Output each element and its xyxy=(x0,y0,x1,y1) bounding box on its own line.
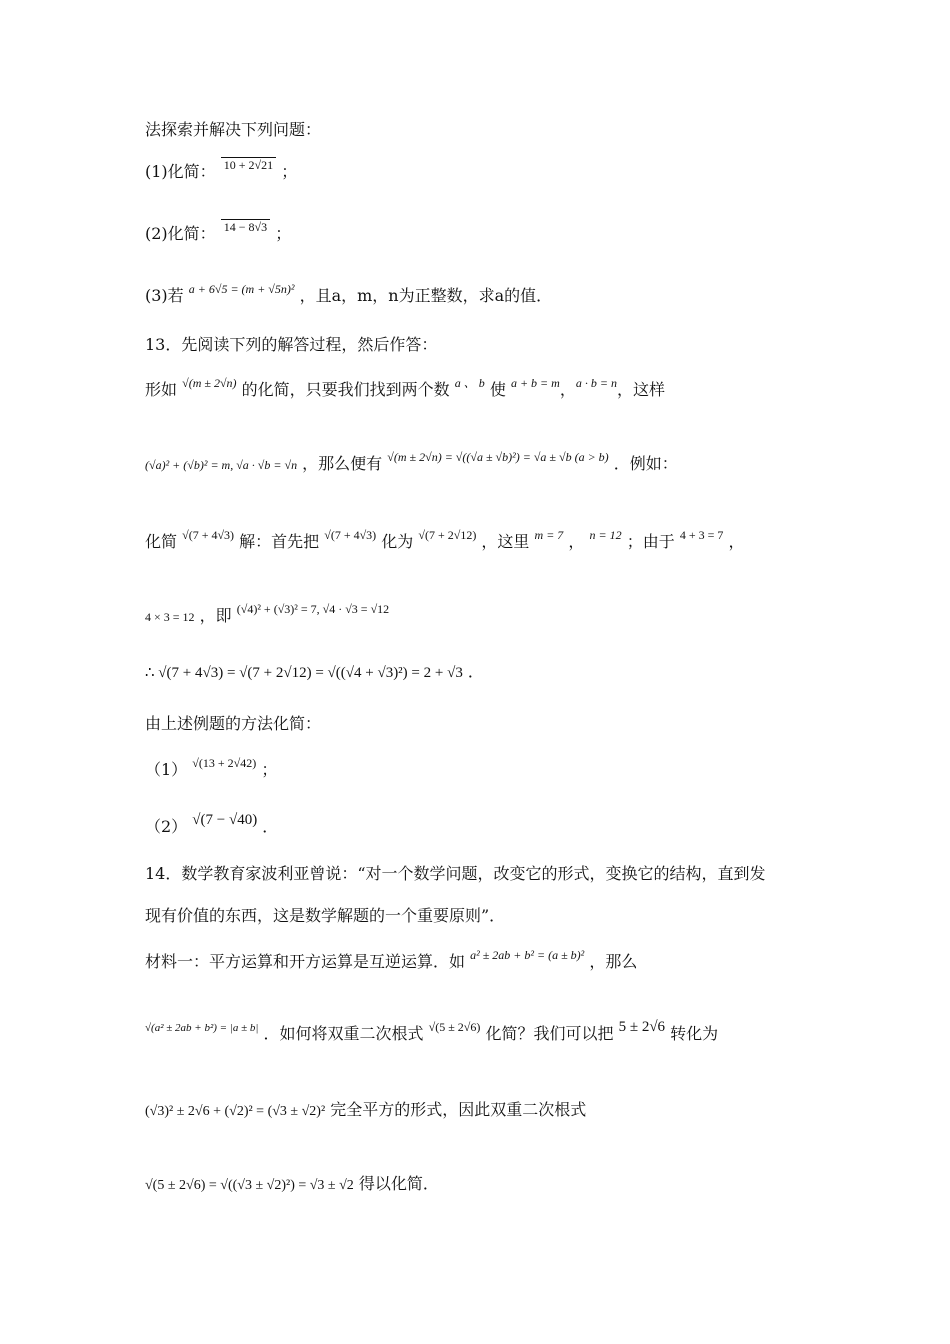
q14-material-1: 材料一：平方运算和开方运算是互逆运算．如 $^{a^2 \pm 2ab + b^2 = (a \pm b)^2}$ ，那么 xyxy=(145,948,638,971)
problem-2: (2)化简： $^{14 - 8√3}$ ； xyxy=(145,220,292,243)
q13-line-2: (√a)² + (√b)² = m, √a · √b = √n ，那么便有 $^{√(m \pm 2√n) = √((√a \pm √b)^2) = √a \pm √b (a > b)}$ ．例如： xyxy=(145,450,678,473)
math-expression: √(7 − √40) xyxy=(192,812,258,828)
math-expression: m = 7 xyxy=(534,528,564,542)
math-expression: 5 ± 2√6 xyxy=(618,1019,666,1035)
q14-line-4: $^{√(a^2 \pm 2ab + b^2) = |a \pm b|}$ ．如何将双重二次根式 $^{√(5 \pm 2√6)}$ 化简？我们可以把 5 ± 2√6 转化为 xyxy=(145,1019,719,1043)
math-expression: a² ± 2ab + b² = (a ± b)² xyxy=(470,948,585,962)
math-expression: 4 × 3 = 12 xyxy=(145,610,195,624)
problem-1: (1)化简： $^{10 + 2√21}$ ； xyxy=(145,158,298,181)
math-expression: √(7 + 2√12) xyxy=(418,528,477,542)
q13-line-6: 由上述例题的方法化简： xyxy=(145,714,322,733)
q13-sub-2: （2） √(7 − √40) ． xyxy=(145,812,279,836)
math-expression: √(a² ± 2ab + b²) = |a ± b| xyxy=(145,1022,259,1034)
math-expression: √(7 + 4√3) xyxy=(324,528,377,542)
question-14-line-1: 14．数学教育家波利亚曾说：“对一个数学问题，改变它的形式，变换它的结构，直到发 xyxy=(145,864,766,883)
math-expression: (√4)² + (√3)² = 7, √4 · √3 = √12 xyxy=(236,602,390,616)
math-expression: 10 + 2√21 xyxy=(221,157,276,172)
question-14-line-2: 现有价值的东西，这是数学解题的一个重要原则”． xyxy=(145,906,506,925)
math-expression: a + 6√5 = (m + √5n)² xyxy=(188,282,295,296)
math-expression: n = 12 xyxy=(589,528,622,542)
intro-line: 法探索并解决下列问题： xyxy=(145,120,322,139)
q13-line-5: ∴ √(7 + 4√3) = √(7 + 2√12) = √((√4 + √3)²) = 2 + √3 ． xyxy=(145,662,484,681)
q14-line-6: √(5 ± 2√6) = √((√3 ± √2)²) = √3 ± √2 得以化简． xyxy=(145,1174,439,1193)
math-expression: 14 − 8√3 xyxy=(221,219,270,234)
math-expression: a 、 b xyxy=(454,376,485,390)
math-expression: √(5 ± 2√6) xyxy=(428,1020,481,1034)
question-13-title: 13．先阅读下列的解答过程，然后作答： xyxy=(145,335,438,354)
q13-sub-1: （1） $^{√(13 + 2√42)}$ ； xyxy=(145,756,278,779)
math-expression: √(13 + 2√42) xyxy=(192,756,257,770)
math-expression: (√3)² ± 2√6 + (√2)² = (√3 ± √2)² xyxy=(145,1104,326,1119)
q13-line-4: 4 × 3 = 12 ，即 $^{(√4)^2 + (√3)^2 = 7, √4 \cdot √3 = √12}$ xyxy=(145,602,390,625)
math-expression: √(m ± 2√n) = √((√a ± √b)²) = √a ± √b (a > b) xyxy=(387,450,609,464)
math-expression: ∴ √(7 + 4√3) = √(7 + 2√12) = √((√4 + √3)²) = 2 + √3 xyxy=(145,665,463,681)
math-expression: a + b = m xyxy=(510,376,560,390)
q13-line-3: 化简 $^{√(7 + 4√3)}$ 解：首先把 $^{√(7 + 4√3)}$ 化为 $^{√(7 + 2√12)}$ ，这里 $^{m = 7}$ ， $^{n = 12}$ ；由于 $^{4 + 3 = 7}$ ， xyxy=(145,528,745,551)
math-expression: 4 + 3 = 7 xyxy=(679,528,724,542)
math-expression: (√a)² + (√b)² = m, √a · √b = √n xyxy=(145,458,298,472)
math-expression: √(m ± 2√n) xyxy=(182,376,237,390)
problem-3: (3)若 $^{a + 6√5 = (m + √5n)^2}$ ，且a，m，n为正整数，求a的值． xyxy=(145,282,553,305)
math-expression: √(5 ± 2√6) = √((√3 ± √2)²) = √3 ± √2 xyxy=(145,1178,354,1193)
math-expression: a · b = n xyxy=(575,376,617,390)
q14-line-5: (√3)² ± 2√6 + (√2)² = (√3 ± √2)² 完全平方的形式，因此双重二次根式 xyxy=(145,1100,587,1119)
math-expression: √(7 + 4√3) xyxy=(182,528,235,542)
q13-line-1: 形如 $^{√(m \pm 2√n)}$ 的化简，只要我们找到两个数 $^{a 、 b}$ 使 $^{a + b = m}$，$^{a \cdot b = n}$，这样 xyxy=(145,376,665,399)
